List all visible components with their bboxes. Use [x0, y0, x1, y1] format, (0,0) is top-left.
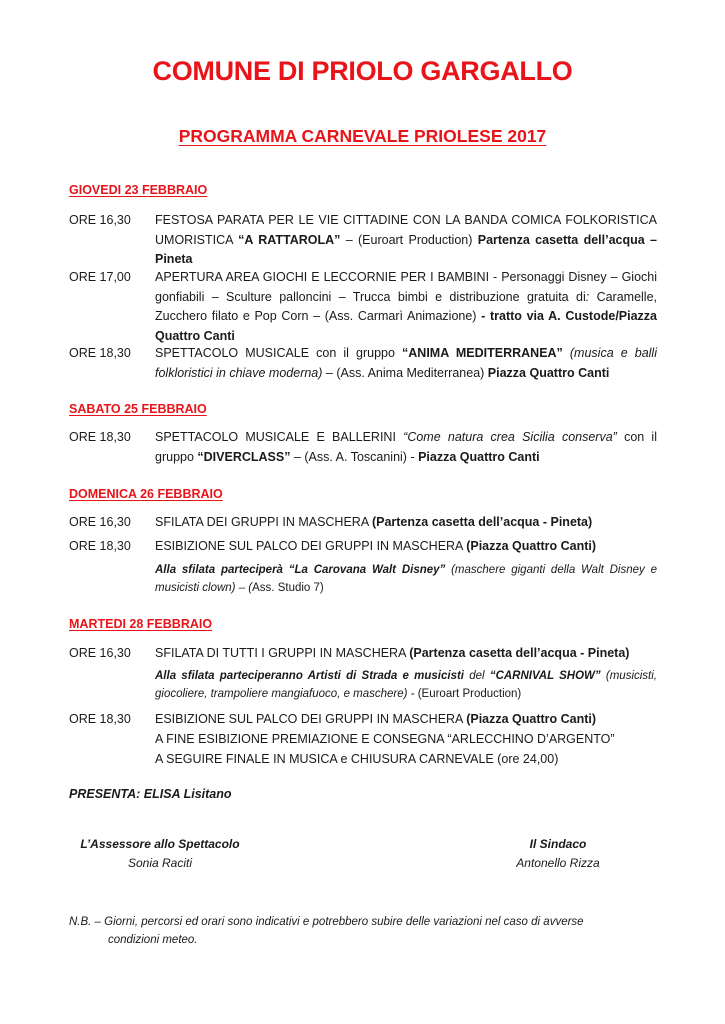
- footnote-line: condizioni meteo.: [108, 934, 198, 946]
- event-description: SFILATA DEI GRUPPI IN MASCHERA (Partenza casetta dell’acqua - Pineta): [155, 515, 593, 529]
- event-extra-line: A FINE ESIBIZIONE PREMIAZIONE E CONSEGNA “ARLECCHINO D’ARGENTO”: [155, 732, 615, 746]
- event-description: ESIBIZIONE SUL PALCO DEI GRUPPI IN MASCHERA (Piazza Quattro Canti): [155, 539, 597, 553]
- event-row: [69, 710, 657, 730]
- event-row: [69, 644, 657, 664]
- footnote-line: N.B. – Giorni, percorsi ed orari sono indicativi e potrebbero subire delle variazioni nel caso di avverse: [69, 916, 584, 928]
- event-description: FESTOSA PARATA PER LE VIE CITTADINE CON LA BANDA COMICA FOLKORISTICA UMORISTICA “A RATTAROLA” – (Euroart Production) Partenza casetta dell’acqua – Pineta: [155, 213, 657, 266]
- event-time: ORE 18,30: [69, 430, 131, 444]
- event-row: [69, 513, 657, 533]
- event-time: ORE 17,00: [69, 270, 131, 284]
- event-row: [69, 268, 657, 346]
- event-time: ORE 18,30: [69, 712, 131, 726]
- signature-left-name: Sonia Raciti: [127, 856, 193, 870]
- event-extra-line: A SEGUIRE FINALE IN MUSICA e CHIUSURA CARNEVALE (ore 24,00): [155, 752, 559, 766]
- event-description: SPETTACOLO MUSICALE E BALLERINI “Come natura crea Sicilia conserva” con il gruppo “DIVERCLASS” – (Ass. A. Toscanini) - Piazza Quattro Canti: [155, 430, 657, 464]
- day-heading-tuesday: MARTEDI 28 FEBBRAIO: [69, 617, 213, 631]
- event-description: APERTURA AREA GIOCHI E LECCORNIE PER I BAMBINI - Personaggi Disney – Giochi gonfiabili – Sculture palloncini – Trucca bimbi e distribuzione gratuita di: Caramelle, Zucchero filato e Pop Corn – (Ass. Carmarì Animazione) - tratto via A. Custode/Piazza Quattro Canti: [155, 270, 658, 343]
- event-row: [69, 344, 657, 384]
- event-description: SPETTACOLO MUSICALE con il gruppo “ANIMA MEDITERRANEA” (musica e balli folkloristici in chiave moderna) – (Ass. Anima Mediterranea) Piazza Quattro Canti: [155, 346, 657, 380]
- day-heading-saturday: SABATO 25 FEBBRAIO: [69, 402, 207, 416]
- signature-left-role: L’Assessore allo Spettacolo: [80, 837, 240, 851]
- event-time: ORE 18,30: [69, 346, 131, 360]
- event-time: ORE 18,30: [69, 539, 131, 553]
- municipality-title: COMUNE DI PRIOLO GARGALLO: [152, 56, 573, 86]
- day-heading-sunday: DOMENICA 26 FEBBRAIO: [69, 487, 223, 501]
- event-row: [69, 428, 657, 468]
- event-note: Alla sfilata parteciperà “La Carovana Walt Disney” (maschere giganti della Walt Disney e musicisti clown) – (Ass. Studio 7): [155, 564, 657, 594]
- event-description: ESIBIZIONE SUL PALCO DEI GRUPPI IN MASCHERA (Piazza Quattro Canti): [155, 712, 597, 726]
- program-title: PROGRAMMA CARNEVALE PRIOLESE 2017: [178, 126, 547, 146]
- day-heading-thursday: GIOVEDI 23 FEBBRAIO: [69, 183, 208, 197]
- event-time: ORE 16,30: [69, 213, 131, 227]
- event-description: SFILATA DI TUTTI I GRUPPI IN MASCHERA (Partenza casetta dell’acqua - Pineta): [155, 646, 630, 660]
- signature-right-name: Antonello Rizza: [516, 856, 600, 870]
- event-note: Alla sfilata parteciperanno Artisti di Strada e musicisti del “CARNIVAL SHOW” (musicisti, giocoliere, trampoliere mangiafuoco, e maschere) - (Euroart Production): [155, 670, 658, 700]
- presenter-line: PRESENTA: ELISA Lisitano: [69, 787, 232, 801]
- signature-left: [70, 835, 250, 873]
- signature-right: [498, 835, 618, 873]
- event-time: ORE 16,30: [69, 515, 131, 529]
- event-row: [69, 211, 657, 271]
- event-row: [69, 537, 657, 557]
- event-time: ORE 16,30: [69, 646, 131, 660]
- signature-right-role: Il Sindaco: [529, 837, 587, 851]
- footnote: [69, 913, 657, 949]
